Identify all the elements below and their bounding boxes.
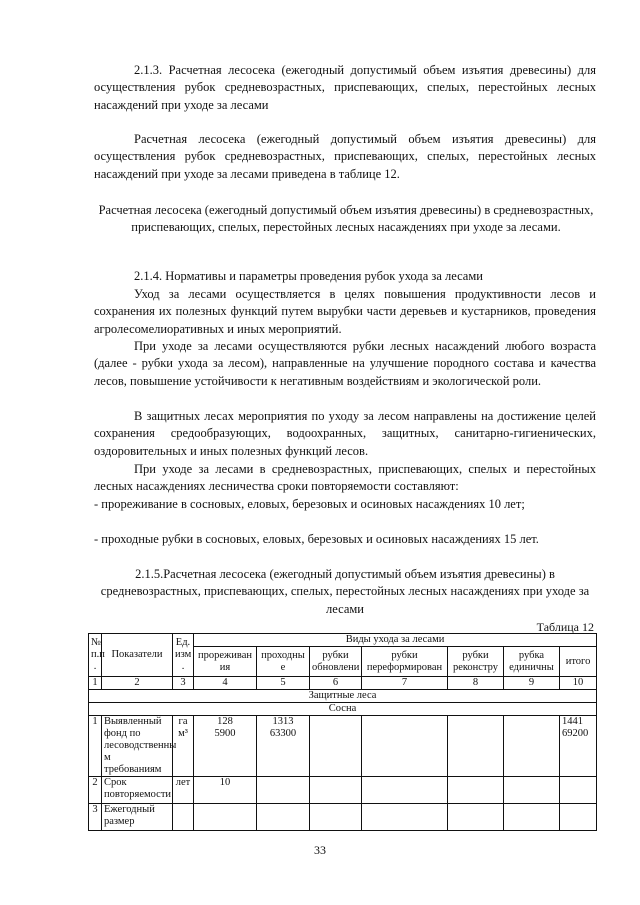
paragraph-care-cuttings: При уходе за лесами осуществляются рубки лесных насаждений любого возраста (далее - рубки ухода за лесом), направленные на улучшение породного состава и качества лесов, повышение устойчивости к негативным воздействиям и экологической роли.: [94, 339, 596, 388]
thinning-volume: 5900: [214, 728, 236, 739]
total-volume: 69200: [562, 728, 589, 739]
col-number: 2: [102, 677, 173, 690]
paragraph-care-purpose: Уход за лесами осуществляется в целях повышения продуктивности лесов и сохранения их полезных функций путем вырубки части деревьев и кустарников, проведения агролесомелиоративных и иных мероприятий.: [94, 287, 596, 336]
header-care-types: Виды ухода за лесами: [194, 634, 597, 647]
row-number: 2: [89, 777, 102, 804]
table-row: [89, 804, 597, 831]
total-area: 1441: [562, 716, 583, 727]
table-caption: Таблица 12: [536, 620, 594, 634]
thinning-period: 10: [194, 777, 257, 804]
col-number: 7: [362, 677, 448, 690]
col-number: 1: [89, 677, 102, 690]
row-indicator: Срок повторяемости: [102, 777, 173, 804]
header-reformation: рубки переформирован: [362, 647, 448, 677]
col-number: 10: [560, 677, 597, 690]
section-protective-forests: Защитные леса: [89, 690, 597, 703]
col-number: 3: [173, 677, 194, 690]
unit-ha: га: [178, 716, 188, 727]
unit-m3: м³: [178, 728, 188, 739]
col-number: 9: [504, 677, 560, 690]
thinning-area: 128: [217, 716, 233, 727]
row-number: 1: [89, 716, 102, 777]
row-indicator: Выявленный фонд по лесоводственны м требованиям: [102, 716, 173, 777]
passage-area: 1313: [272, 716, 294, 727]
header-num: № п.п .: [89, 634, 102, 677]
header-unit: Ед. изм .: [173, 634, 194, 677]
column-numbers-row: [89, 677, 597, 690]
row-number: 3: [89, 804, 102, 831]
header-thinning: прореживан ия: [194, 647, 257, 677]
paragraph-thinning-period: - прореживание в сосновых, еловых, березовых и осиновых насаждениях 10 лет;: [94, 497, 525, 511]
paragraph-2-1-4-heading: 2.1.4. Нормативы и параметры проведения рубок ухода за лесами: [134, 269, 483, 283]
table-row: [89, 777, 597, 804]
table-row: [89, 716, 597, 777]
row-unit: лет: [173, 777, 194, 804]
col-number: 5: [257, 677, 310, 690]
paragraph-2-1-5-heading: 2.1.5.Расчетная лесосека (ежегодный допустимый объем изъятия древесины) в средневозрастных, приспевающих, спелых, перестойных лесных насаждениях при уходе за лесами: [100, 567, 590, 616]
col-number: 4: [194, 677, 257, 690]
table-title-centered: Расчетная лесосека (ежегодный допустимый объем изъятия древесины) в средневозрастных, приспевающих, спелых, перестойных лесных насаждениях при уходе за лесами.: [98, 203, 594, 235]
paragraph-repeatability: При уходе за лесами в средневозрастных, приспевающих, спелых и перестойных лесных насаждениях лесничества сроки повторяемости составляют:: [94, 462, 596, 494]
header-reconstruction: рубки реконстру: [448, 647, 504, 677]
paragraph-passage-cuttings-period: - проходные рубки в сосновых, еловых, березовых и осиновых насаждениях 15 лет.: [94, 532, 539, 546]
row-indicator: Ежегодный размер: [102, 804, 173, 831]
header-indicators: Показатели: [102, 634, 173, 677]
paragraph-table-reference: Расчетная лесосека (ежегодный допустимый объем изъятия древесины) для осуществления рубок средневозрастных, приспевающих, спелых, перестойных лесных насаждений при уходе за лесами приведена в таблице 12.: [94, 132, 596, 181]
species-pine: Сосна: [89, 703, 597, 716]
calculation-table: [88, 633, 597, 831]
paragraph-protective-forests: В защитных лесах мероприятия по уходу за лесом направлены на достижение целей сохранения средообразующих, водоохранных, защитных, санитарно-гигиенических, оздоровительных и иных полезных функций лесов.: [94, 409, 596, 458]
header-total: итого: [560, 647, 597, 677]
col-number: 8: [448, 677, 504, 690]
header-renewal: рубки обновлени: [310, 647, 362, 677]
paragraph-2-1-3-heading: 2.1.3. Расчетная лесосека (ежегодный допустимый объем изъятия древесины) для осуществления рубок средневозрастных, приспевающих, спелых, перестойных лесных насаждений при уходе за лесами: [94, 63, 596, 112]
col-number: 6: [310, 677, 362, 690]
header-selective: рубка единичны: [504, 647, 560, 677]
page-number: 33: [314, 843, 326, 857]
passage-volume: 63300: [269, 728, 297, 739]
header-passage: проходны е: [257, 647, 310, 677]
